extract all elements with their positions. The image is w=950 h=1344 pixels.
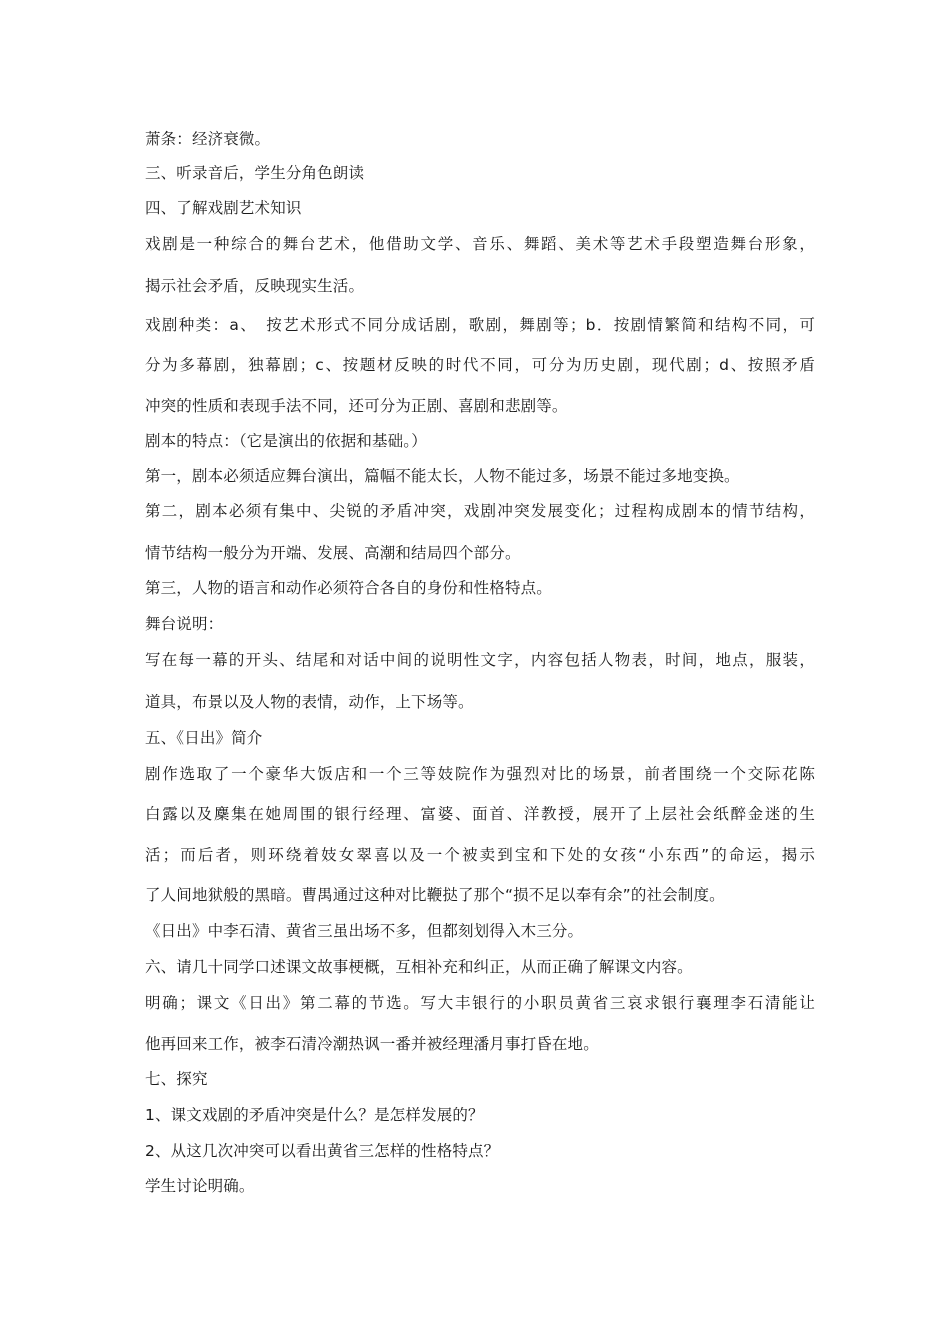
- text-line: 了人间地狱般的黑暗。曹禺通过这种对比鞭挞了那个“损不足以奉有余”的社会制度。: [145, 886, 725, 904]
- section-heading: 七、探究: [145, 1070, 208, 1088]
- text-line: 舞台说明：: [145, 615, 224, 633]
- text-line: 戏剧是一种综合的舞台艺术，他借助文学、音乐、舞蹈、美术等艺术手段塑造舞台形象，: [145, 235, 815, 253]
- section-heading: 六、请几十同学口述课文故事梗概，互相补充和纠正，从而正确了解课文内容。: [145, 958, 693, 976]
- text-line: 第三，人物的语言和动作必须符合各自的身份和性格特点。: [145, 579, 552, 597]
- text-line: 第二，剧本必须有集中、尖锐的矛盾冲突，戏剧冲突发展变化；过程构成剧本的情节结构，: [145, 502, 815, 520]
- text-line: 揭示社会矛盾，反映现实生活。: [145, 277, 365, 295]
- text-line: 戏剧种类：a、 按艺术形式不同分成话剧，歌剧，舞剧等；b．按剧情繁简和结构不同，可: [145, 316, 815, 334]
- text-line: 《日出》中李石清、黄省三虽出场不多，但都刻划得入木三分。: [145, 922, 584, 940]
- section-heading: 三、听录音后，学生分角色朗读: [145, 164, 365, 182]
- text-line: 分为多幕剧，独幕剧；c、按题材反映的时代不同，可分为历史剧，现代剧；d、按照矛盾: [145, 356, 815, 374]
- text-line: 学生讨论明确。: [145, 1177, 255, 1195]
- text-line: 白露以及麇集在她周围的银行经理、富婆、面首、洋教授，展开了上层社会纸醉金迷的生: [145, 805, 815, 823]
- question-item: 2、从这几次冲突可以看出黄省三怎样的性格特点？: [145, 1142, 500, 1160]
- text-line: 写在每一幕的开头、结尾和对话中间的说明性文字，内容包括人物表，时间，地点，服装，: [145, 651, 815, 669]
- text-line: 道具，布景以及人物的表情，动作，上下场等。: [145, 693, 474, 711]
- question-item: 1、课文戏剧的矛盾冲突是什么？是怎样发展的？: [145, 1106, 484, 1124]
- text-line: 活；而后者，则环绕着妓女翠喜以及一个被卖到宝和下处的女孩“小东西”的命运，揭示: [145, 846, 815, 864]
- text-line: 剧本的特点：（它是演出的依据和基础。）: [145, 432, 427, 450]
- text-line: 他再回来工作，被李石清冷潮热讽一番并被经理潘月事打昏在地。: [145, 1035, 599, 1053]
- text-line: 情节结构一般分为开端、发展、高潮和结局四个部分。: [145, 544, 521, 562]
- text-line: 第一，剧本必须适应舞台演出，篇幅不能太长，人物不能过多，场景不能过多地变换。: [145, 467, 740, 485]
- text-line: 剧作选取了一个豪华大饭店和一个三等妓院作为强烈对比的场景，前者围绕一个交际花陈: [145, 765, 815, 783]
- text-line: 明确；课文《日出》第二幕的节选。写大丰银行的小职员黄省三哀求银行襄理李石清能让: [145, 994, 815, 1012]
- text-line: 冲突的性质和表现手法不同，还可分为正剧、喜剧和悲剧等。: [145, 397, 568, 415]
- section-heading: 五、《日出》简介: [145, 729, 263, 747]
- section-heading: 四、了解戏剧艺术知识: [145, 199, 302, 217]
- text-line: 萧条：经济衰微。: [145, 130, 271, 148]
